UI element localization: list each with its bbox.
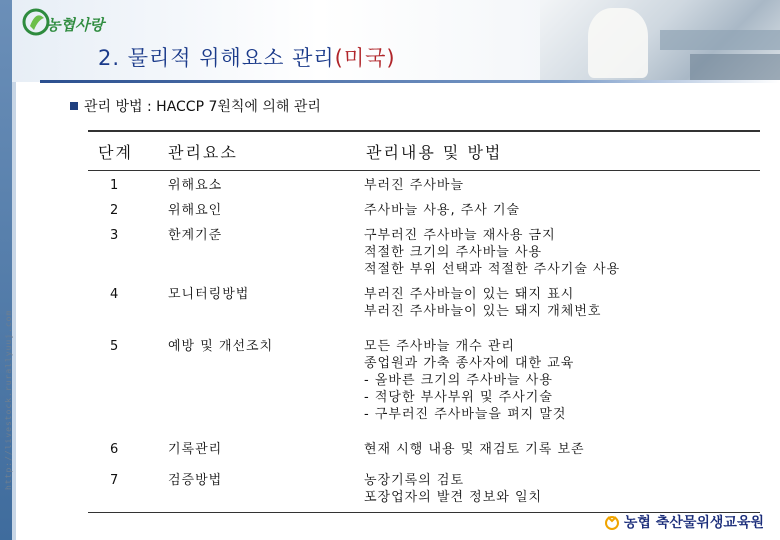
nh-logo-icon <box>604 514 620 530</box>
page-title <box>98 42 396 72</box>
brand-logo-text: 농협사랑 <box>46 16 104 34</box>
table-row <box>88 320 760 423</box>
title-divider <box>40 80 780 83</box>
content-line: 부러진 주사바늘 <box>364 178 465 193</box>
table-row <box>88 171 760 194</box>
footer-org <box>604 512 764 532</box>
cell-step: 5 <box>110 339 120 354</box>
cell-item: 검증방법 <box>168 473 223 488</box>
content-line: 주사바늘 사용, 주사 기술 <box>364 203 521 218</box>
content-line: 포장업자의 발견 정보와 일치 <box>364 490 543 505</box>
content-line: 적절한 크기의 주사바늘 사용 <box>364 245 543 260</box>
cell-step: 7 <box>110 473 120 488</box>
cell-content <box>364 202 760 219</box>
table-row <box>88 458 760 506</box>
cell-step: 6 <box>110 442 120 457</box>
footer-org-name: 농협 축산물위생교육원 <box>623 515 764 531</box>
photo-equipment <box>660 30 780 50</box>
table-row <box>88 278 760 320</box>
cell-content <box>364 441 760 458</box>
content-line: 구부러진 주사바늘 재사용 금지 <box>364 228 556 243</box>
cell-content <box>364 472 760 506</box>
header-content: 관리내용 및 방법 <box>366 142 503 162</box>
photo-figure <box>588 8 648 78</box>
subtitle-text: 관리 방법 : HACCP 7원칙에 의해 관리 <box>84 99 321 115</box>
content-line: - 구부러진 주사바늘을 펴지 말것 <box>364 407 567 422</box>
content-line: 종업원과 가축 종사자에 대한 교육 <box>364 356 575 371</box>
photo-equipment-lower <box>690 54 780 80</box>
title-country: (미국) <box>334 46 396 70</box>
header-item: 관리요소 <box>168 142 238 162</box>
cell-content <box>364 286 760 320</box>
table-row <box>88 194 760 219</box>
content-line: 모든 주사바늘 개수 관리 <box>364 339 515 354</box>
content-line: - 적당한 부사부위 및 주사기술 <box>364 390 553 405</box>
content-line: 현재 시행 내용 및 재검토 기록 보존 <box>364 442 585 457</box>
table-row <box>88 423 760 458</box>
cell-item: 위해요소 <box>168 178 223 193</box>
content-line: - 올바른 크기의 주사바늘 사용 <box>364 373 553 388</box>
table-row <box>88 219 760 278</box>
cell-step: 1 <box>110 178 120 193</box>
table-body <box>88 171 760 513</box>
cell-item: 한계기준 <box>168 228 223 243</box>
cell-item: 예방 및 개선조치 <box>168 339 274 354</box>
header-photo <box>540 0 780 82</box>
bullet-square-icon <box>70 102 78 110</box>
cell-item: 위해요인 <box>168 203 223 218</box>
content-line: 부러진 주사바늘이 있는 돼지 개체번호 <box>364 304 602 319</box>
cell-step: 4 <box>110 287 120 302</box>
content-line: 농장기록의 검토 <box>364 473 465 488</box>
cell-content <box>364 227 760 278</box>
cell-item: 모니터링방법 <box>168 287 250 302</box>
content-line: 부러진 주사바늘이 있는 돼지 표시 <box>364 287 575 302</box>
table-header <box>88 132 760 170</box>
url-watermark: http://livestock.rurallyuuj.com <box>4 309 13 490</box>
cell-step: 2 <box>110 203 120 218</box>
cell-content <box>364 338 760 423</box>
header-step: 단계 <box>98 142 133 162</box>
cell-item: 기록관리 <box>168 442 223 457</box>
content-line: 적절한 부위 선택과 적절한 주사기술 사용 <box>364 262 621 277</box>
haccp-table <box>88 130 760 513</box>
title-main: 2. 물리적 위해요소 관리 <box>98 46 335 70</box>
cell-content <box>364 177 760 194</box>
cell-step: 3 <box>110 228 120 243</box>
subtitle <box>70 96 321 116</box>
